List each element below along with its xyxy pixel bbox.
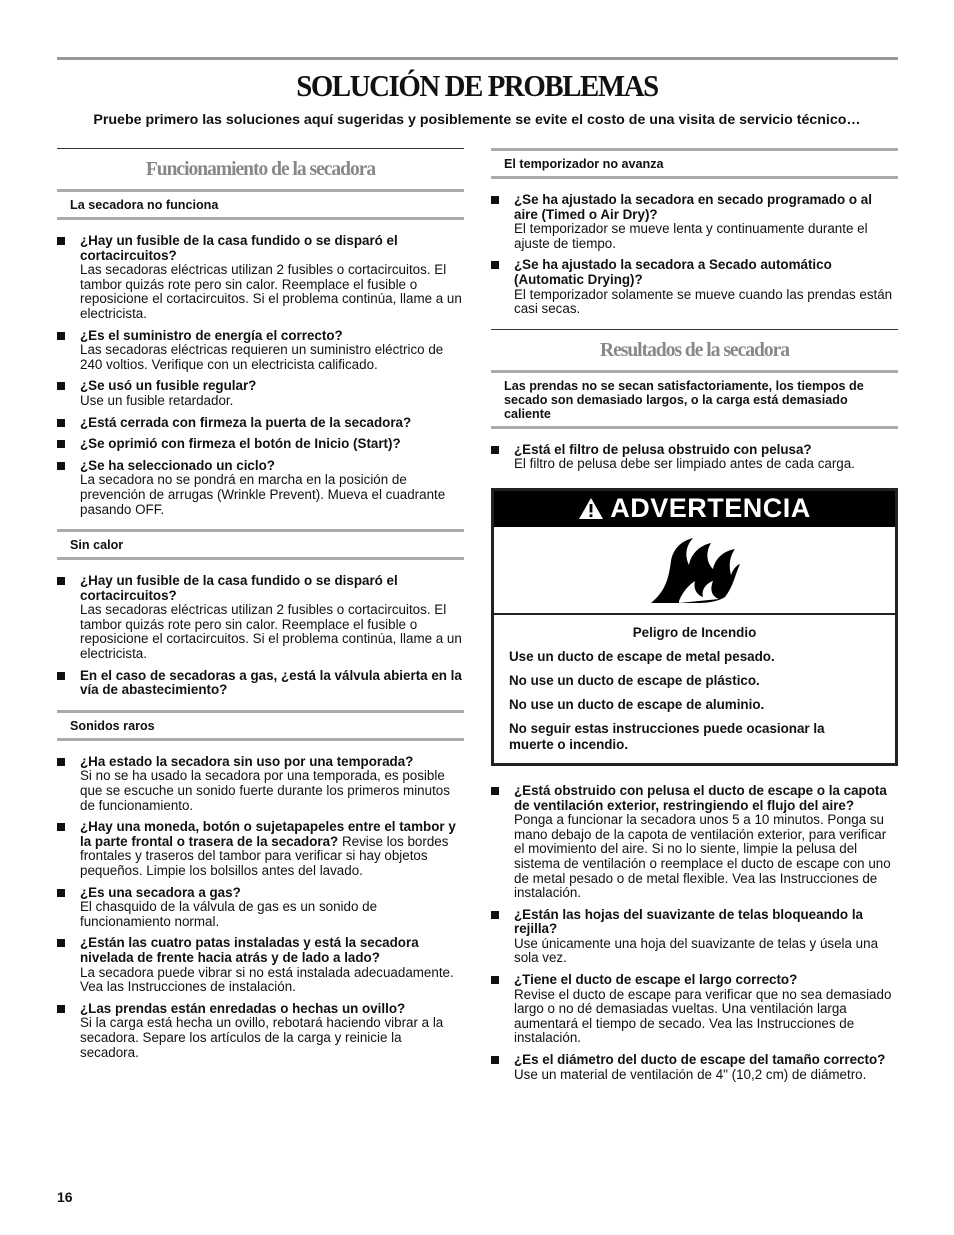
divider	[491, 329, 898, 330]
bullet-square-icon	[57, 237, 65, 245]
bullet-square-icon	[57, 672, 65, 680]
subsection-heading-no-funciona: La secadora no funciona	[57, 189, 464, 220]
item-answer: La secadora no se pondrá en marcha en la posición de prevención de arrugas (Wrinkle Prevent). Mueva el cuadrante pasando OFF.	[80, 472, 446, 517]
item-question: ¿Está el filtro de pelusa obstruido con pelusa?	[514, 441, 812, 457]
item-question: ¿Están las hojas del suavizante de telas bloqueando la rejilla?	[514, 906, 864, 937]
divider	[57, 148, 464, 149]
warning-image	[494, 527, 895, 615]
item-question: ¿Se ha ajustado la secadora en secado programado o al aire (Timed o Air Dry)?	[514, 192, 872, 222]
list-item	[57, 936, 464, 994]
warning-line: No use un ducto de escape de plástico.	[509, 672, 760, 688]
item-question: ¿Se ha seleccionado un ciclo?	[80, 457, 275, 473]
list-no-funciona	[57, 234, 464, 517]
warning-title: Peligro de Incendio	[632, 624, 757, 640]
list-item	[491, 443, 898, 472]
item-answer: El chasquido de la válvula de gas es un sonido de funcionamiento normal.	[80, 899, 378, 929]
bullet-square-icon	[491, 787, 499, 795]
bullet-square-icon	[57, 823, 65, 831]
item-answer: Las secadoras eléctricas requieren un suministro eléctrico de 240 voltios. Verifique con un electricista calificado.	[80, 342, 444, 372]
item-question: ¿Ha estado la secadora sin uso por una temporada?	[80, 753, 414, 769]
item-question: ¿Hay un fusible de la casa fundido o se disparó el cortacircuitos?	[80, 233, 398, 263]
warning-triangle-icon	[578, 497, 604, 520]
bullet-square-icon	[491, 196, 499, 204]
item-answer: Revise los bordes frontales y traseros del tambor para verificar si hay objetos pequeños. Limpie los bolsillos antes del lavado.	[80, 833, 449, 878]
page-subtitle: Pruebe primero las soluciones aquí sugeridas y posiblemente se evite el costo de una visita de servicio técnico…	[93, 112, 861, 128]
left-column	[57, 148, 464, 1072]
bullet-square-icon	[57, 758, 65, 766]
item-answer: La secadora puede vibrar si no está instalada adecuadamente. Vea las Instrucciones de instalación.	[80, 964, 454, 995]
list-item	[57, 820, 464, 878]
item-question: ¿Hay un fusible de la casa fundido o se disparó el cortacircuitos?	[80, 573, 398, 603]
list-item	[491, 258, 898, 316]
item-question: ¿Es el suministro de energía el correcto?	[80, 327, 343, 343]
bullet-square-icon	[57, 440, 65, 448]
fire-icon	[649, 535, 741, 605]
warning-label: ADVERTENCIA	[610, 493, 811, 524]
list-item	[57, 437, 464, 452]
bullet-square-icon	[57, 577, 65, 585]
item-question: ¿Es el diámetro del ducto de escape del tamaño correcto?	[514, 1052, 886, 1068]
item-answer: Las secadoras eléctricas utilizan 2 fusibles o cortacircuitos. El tambor quizás rote pero sin calor. Reemplace el fusible o reposicione el cortacircuitos. Si el problema continúa, llame a un electricista.	[80, 262, 462, 321]
list-item	[491, 973, 898, 1046]
warning-line: No seguir estas instrucciones puede ocasionar la muerte o incendio.	[509, 720, 825, 752]
item-question: ¿Están las cuatro patas instaladas y está la secadora nivelada de frente hacia atrás y de lado a lado?	[80, 935, 419, 965]
item-answer: El temporizador solamente se mueve cuando las prendas están casi secas.	[514, 286, 893, 317]
list-item	[57, 755, 464, 813]
item-answer: Si no se ha usado la secadora por una temporada, es posible que se escuche un sonido fuerte durante los primeros minutos de funcionamiento.	[80, 768, 450, 813]
list-item	[57, 669, 464, 698]
warning-body	[494, 615, 895, 763]
item-answer: Use un material de ventilación de 4" (10,2 cm) de diámetro.	[514, 1066, 867, 1082]
warning-box	[491, 488, 898, 766]
bullet-square-icon	[491, 1056, 499, 1064]
warning-line: No use un ducto de escape de aluminio.	[509, 696, 765, 712]
top-rule	[57, 57, 898, 60]
section-title-funcionamiento: Funcionamiento de la secadora	[145, 159, 376, 180]
item-question: ¿Hay una moneda, botón o sujetapapeles entre el tambor y la parte frontal o trasera de la secadora?	[80, 819, 456, 849]
section-title-resultados: Resultados de la secadora	[600, 339, 789, 361]
bullet-square-icon	[57, 462, 65, 470]
bullet-square-icon	[491, 976, 499, 984]
list-item	[57, 379, 464, 408]
page-number: 16	[57, 1189, 73, 1205]
subsection-heading-sonidos: Sonidos raros	[57, 710, 464, 741]
list-resultados-more	[491, 784, 898, 1082]
item-answer: Las secadoras eléctricas utilizan 2 fusibles o cortacircuitos. El tambor quizás rote pero sin calor. Reemplace el fusible o reposicione el cortacircuitos. Si el problema continúa, llame a un electricista.	[80, 602, 462, 662]
list-item	[57, 416, 464, 431]
list-sin-calor	[57, 574, 464, 698]
list-item	[491, 908, 898, 966]
item-question: En el caso de secadoras a gas, ¿está la válvula abierta en la vía de abastecimiento?	[80, 667, 462, 698]
list-item	[491, 193, 898, 251]
item-question: ¿Tiene el ducto de escape el largo correcto?	[514, 972, 798, 988]
list-sonidos	[57, 755, 464, 1060]
item-answer: Use un fusible retardador.	[80, 392, 234, 408]
subsection-heading-temporizador: El temporizador no avanza	[491, 148, 898, 179]
list-item	[57, 234, 464, 322]
bullet-square-icon	[57, 1005, 65, 1013]
bullet-square-icon	[491, 911, 499, 919]
page-title: SOLUCIÓN DE PROBLEMAS	[296, 68, 658, 103]
right-column	[491, 148, 898, 1094]
item-question: ¿Se oprimió con firmeza el botón de Inicio (Start)?	[80, 436, 401, 452]
list-temporizador	[491, 193, 898, 317]
item-question: ¿Está cerrada con firmeza la puerta de la secadora?	[80, 414, 412, 430]
item-question: ¿Es una secadora a gas?	[80, 884, 241, 900]
bullet-square-icon	[57, 332, 65, 340]
bullet-square-icon	[57, 939, 65, 947]
item-answer: El filtro de pelusa debe ser limpiado antes de cada carga.	[514, 456, 855, 472]
subsection-heading-sin-calor: Sin calor	[57, 529, 464, 560]
item-question: ¿Se usó un fusible regular?	[80, 378, 257, 394]
bullet-square-icon	[491, 446, 499, 454]
item-answer: Use únicamente una hoja del suavizante de telas y úsela una sola vez.	[514, 935, 879, 966]
item-question: ¿Se ha ajustado la secadora a Secado automático (Automatic Drying)?	[514, 257, 832, 287]
list-item	[491, 784, 898, 901]
bullet-square-icon	[57, 889, 65, 897]
list-item	[57, 1002, 464, 1060]
item-answer: Revise el ducto de escape para verificar que no sea demasiado largo o no dé demasiadas vueltas. Una ventilación larga aumentará el tiempo de secado. Vea las Instrucciones de instalación.	[514, 986, 892, 1046]
list-item	[57, 459, 464, 517]
item-answer: Si la carga está hecha un ovillo, rebotará haciendo vibrar a la secadora. Separe los artículos de la carga y reinicie la secadora.	[80, 1015, 444, 1060]
bullet-square-icon	[57, 382, 65, 390]
list-item	[57, 574, 464, 662]
item-answer: El temporizador se mueve lenta y continuamente durante el ajuste de tiempo.	[514, 221, 868, 251]
warning-header	[494, 491, 895, 527]
bullet-square-icon	[491, 261, 499, 269]
item-question: ¿Las prendas están enredadas o hechas un ovillo?	[80, 1000, 406, 1016]
list-resultados	[491, 443, 898, 472]
list-item	[57, 329, 464, 373]
bullet-square-icon	[57, 419, 65, 427]
list-item	[57, 886, 464, 930]
subsection-heading-resultados: Las prendas no se secan satisfactoriamente, los tiempos de secado son demasiado largos, o la carga está demasiado caliente	[491, 370, 898, 429]
list-item	[491, 1053, 898, 1082]
warning-line: Use un ducto de escape de metal pesado.	[509, 648, 775, 664]
item-question: ¿Está obstruido con pelusa el ducto de escape o la capota de ventilación exterior, restringiendo el flujo del aire?	[514, 782, 887, 813]
item-answer: Ponga a funcionar la secadora unos 5 a 10 minutos. Ponga su mano debajo de la capota de ventilación exterior, para verificar el movimiento del aire. Si no lo siente, limpie la pelusa del sistema de ventilación o reemplace el ducto de escape con uno de metal pesado o de metal flexible. Vea las Instrucciones de instalación.	[514, 812, 891, 901]
